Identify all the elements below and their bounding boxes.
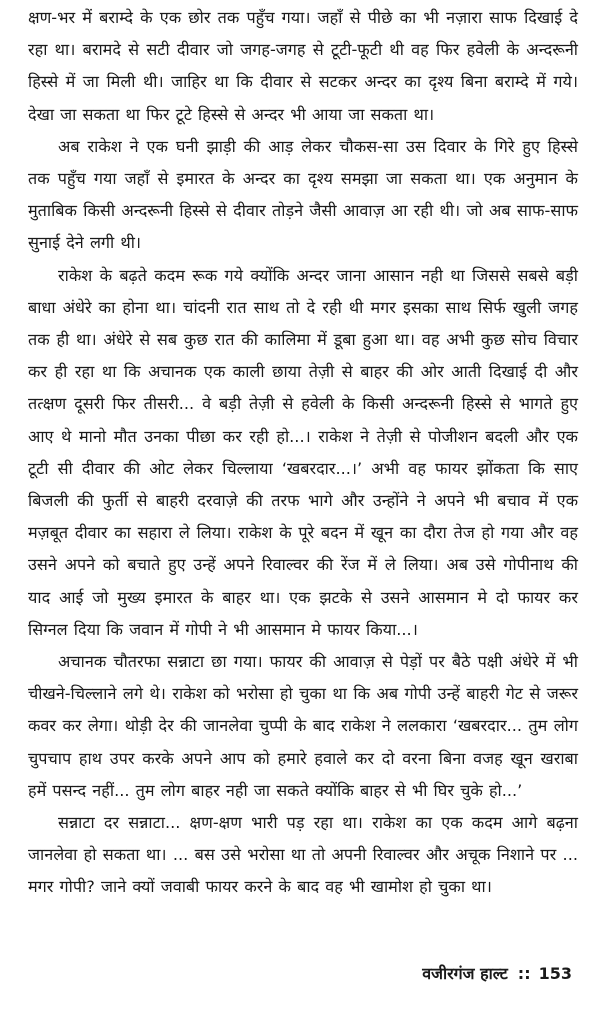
paragraph-1: क्षण-भर में बराम्दे के एक छोर तक पहुँच गया। जहाँ से पीछे का भी नज़ारा साफ दिखाई दे रहा था। बरामदे से सटी दीवार जो जगह-जगह से टूटी-फूटी थी वह फिर हवेली के अन्दरूनी हिस्से में जा मिली थी। जाहिर था कि दीवार से सटकर अन्दर का दृश्य बिना बराम्दे में गये। देखा जा सकता था फिर टूटे हिस्से से अन्दर भी आया जा सकता था।: [28, 8, 578, 124]
paragraph-3: राकेश के बढ़ते कदम रूक गये क्योंकि अन्दर जाना आसान नही था जिससे सबसे बड़ी बाधा अंधेरे का होना था। चांदनी रात साथ तो दे रही थी मगर इसका साथ सिर्फ खुली जगह तक ही था। अंधेरे से सब कुछ रात की कालिमा में डूबा हुआ था। वह अभी कुछ सोच विचार कर ही रहा था कि अचानक एक काली छाया तेज़ी से बाहर की ओर आती दिखाई दी और तत्क्षण दूसरी फिर तीसरी... वे बड़ी तेज़ी से हवेली के किसी अन्दरूनी हिस्से से भागते हुए आए थे मानो मौत उनका पीछा कर रही हो...। राकेश ने तेज़ी से पोजीशन बदली और एक टूटी सी दीवार की ओट लेकर चिल्लाया ‘खबरदार...।’ अभी वह फायर झोंकता कि साए बिजली की फुर्ती से बाहरी दरवाज़े की तरफ भागे और उन्होंने ने अपने भी बचाव में एक मज़बूत दीवार का सहारा ले लिया। राकेश के पूरे बदन में खून का दौरा तेज हो गया और वह उसने अपने को बचाते हुए उन्हें अपने रिवाल्वर की रेंज में ले लिया। अब उसे गोपीनाथ की याद आई जो मुख्य इमारत के बाहर था। एक झटके से उसने आसमान मे दो फायर कर सिग्नल दिया कि जवान में गोपी ने भी आसमान मे फायर किया...।: [28, 265, 578, 639]
paragraph-4: अचानक चौतरफा सन्नाटा छा गया। फायर की आवाज़ से पेड़ों पर बैठे पक्षी अंधेरे में भी चीखने-चिल्लाने लगे थे। राकेश को भरोसा हो चुका था कि अब गोपी उन्हें बाहरी गेट से जरूर कवर कर लेगा। थोड़ी देर की जानलेवा चुप्पी के बाद राकेश ने ललकारा ‘खबरदार... तुम लोग चुपचाप हाथ उपर करके अपने आप को हमारे हवाले कर दो वरना बिना वजह खून खराबा हमें पसन्द नहीं... तुम लोग बाहर नही जा सकते क्योंकि बाहर से भी घिर चुके हो...’: [28, 652, 578, 800]
footer-separator: ::: [517, 964, 531, 983]
paragraph-2: अब राकेश ने एक घनी झाड़ी की आड़ लेकर चौकस-सा उस दिवार के गिरे हुए हिस्से तक पहुँच गया जहाँ से इमारत के अन्दर का दृश्य समझा जा सकता था। एक अनुमान के मुताबिक किसी अन्दरूनी हिस्से से दीवार तोड़ने जैसी आवाज़ आ रही थी। जो अब साफ-साफ सुनाई देने लगी थी।: [28, 136, 578, 253]
footer-book-title: वजीरगंज हाल्ट: [422, 964, 508, 983]
paragraph-5: सन्नाटा दर सन्नाटा... क्षण-क्षण भारी पड़ रहा था। राकेश का एक कदम आगे बढ़ना जानलेवा हो सकता था। ... बस उसे भरोसा था तो अपनी रिवाल्वर और अचूक निशाने पर ... मगर गोपी? जाने क्यों जवाबी फायर करने के बाद वह भी खामोश हो चुका था।: [28, 813, 578, 897]
page-number: 153: [538, 964, 572, 983]
page-footer: [422, 962, 572, 984]
